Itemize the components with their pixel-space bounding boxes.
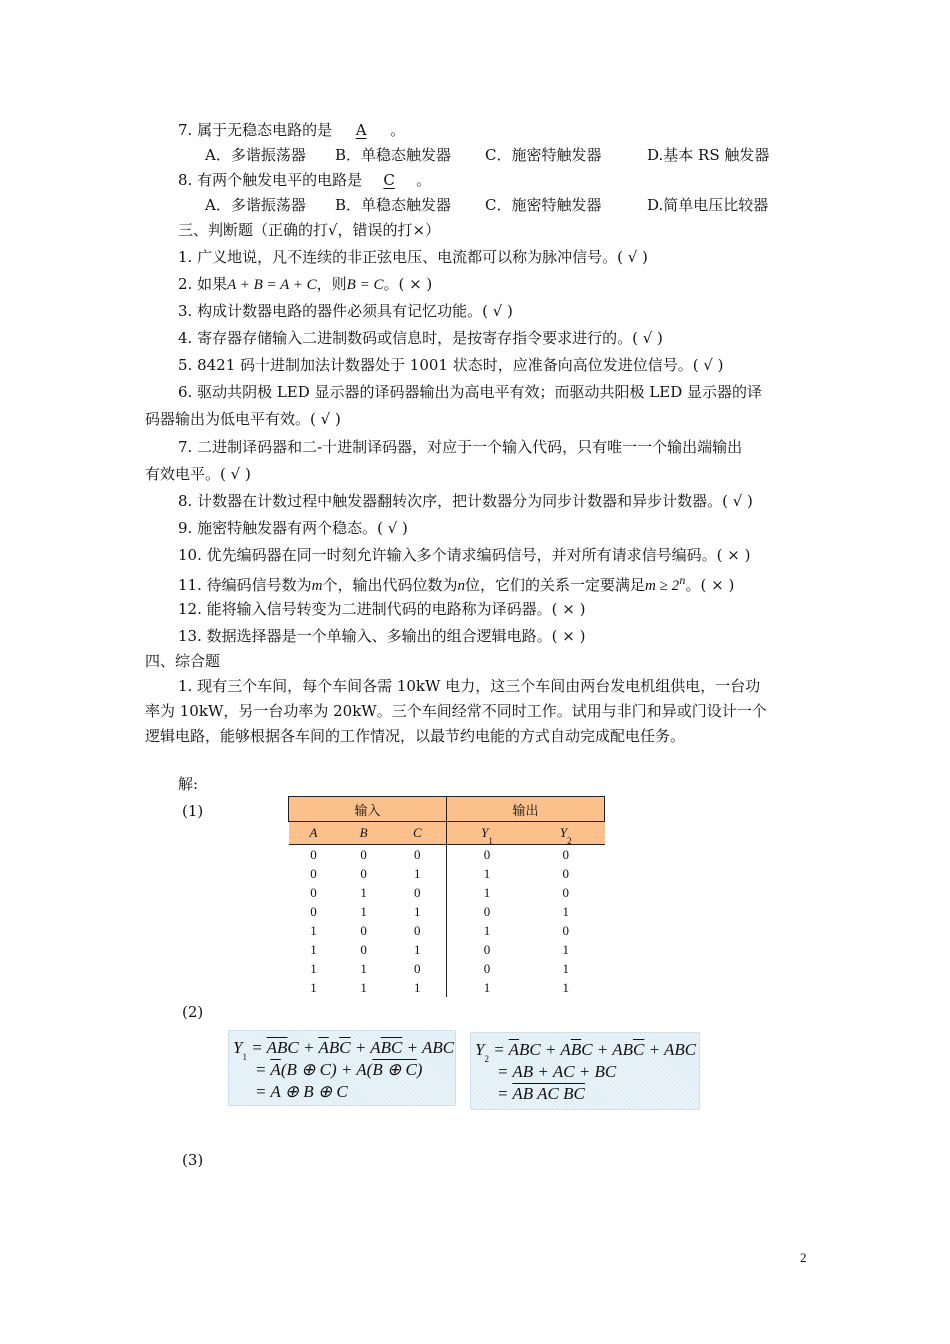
table-cell: 1 <box>360 903 367 919</box>
mc-7-options: A．多谐振荡器 B．单稳态触发器 C．施密特触发器 D.基本 RS 触发器 <box>205 146 770 164</box>
tf-item: 1. 广义地说，凡不连续的非正弦电压、电流都可以称为脉冲信号。( √ ) <box>178 248 648 266</box>
group-header-in: 输入 <box>289 797 447 822</box>
table-cell: 0 <box>389 959 447 978</box>
table-cell: 1 <box>389 902 447 921</box>
tf-item: 7. 二进制译码器和二-十进制译码器，对应于一个输入代码，只有唯一一个输出端输出 <box>178 438 743 456</box>
table-cell: 0 <box>310 846 317 862</box>
comp-line: 率为 10kW，另一台功率为 20kW。三个车间经常不同时工作。试用与非门和异或门设计一个 <box>145 702 767 720</box>
table-cell: 0 <box>483 903 491 919</box>
col-header: A <box>289 822 339 845</box>
tf-item: 10. 优先编码器在同一时刻允许输入多个请求编码信号，并对所有请求信号编码。( × ) <box>178 546 751 564</box>
table-cell: 1 <box>360 960 367 976</box>
col-header: B <box>339 822 389 845</box>
table-cell: 0 <box>483 941 491 957</box>
table-row <box>289 959 605 978</box>
page-number: 2 <box>800 1250 807 1265</box>
table-cell: 0 <box>310 884 317 900</box>
table-cell: 0 <box>562 884 570 900</box>
table-cell: 1 <box>562 979 570 995</box>
equation-line: $Y_1 = \overline{A}\overline{B}C + \overline{A}B\overline{C} + A\overline{BC}$ + ABC <box>233 1038 455 1062</box>
group-header-out: 输出 <box>446 797 604 822</box>
section-heading-tf: 三、判断题（正确的打√，错误的打×） <box>178 221 441 239</box>
table-cell: 1 <box>310 960 317 976</box>
mc-8-options: A．多谐振荡器 B．单稳态触发器 C．施密特触发器 D.简单电压比较器 <box>205 196 769 214</box>
equation-line: $Y_2 = \overline{A}BC + A\overline{B}C + AB\overline{C}$ + ABC <box>475 1040 697 1064</box>
comp-line: 逻辑电路，能够根据各车间的工作情况，以最节约电能的方式自动完成配电任务。 <box>145 727 686 745</box>
table-cell: 0 <box>483 846 491 862</box>
table-cell: 1 <box>483 922 491 938</box>
col-header: $Y_1$ <box>446 822 527 845</box>
table-cell: 1 <box>389 940 447 959</box>
table-row <box>289 978 605 997</box>
table-cell: 0 <box>562 922 570 938</box>
table-cell: 1 <box>310 922 317 938</box>
section-heading-comp: 四、综合题 <box>145 652 221 670</box>
table-row <box>289 845 605 865</box>
table-cell: 1 <box>389 978 447 997</box>
table-cell: 0 <box>360 865 367 881</box>
solution-label: 解: <box>178 775 199 793</box>
table-cell: 0 <box>389 883 447 902</box>
table-cell: 0 <box>360 941 367 957</box>
table-row <box>289 864 605 883</box>
table-cell: 1 <box>483 979 491 995</box>
tf-item: 2. 如果A + B = A + C，则B = C。( × ) <box>178 275 433 293</box>
table-cell: 1 <box>562 960 570 976</box>
tf-item: 6. 驱动共阴极 LED 显示器的译码器输出为高电平有效；而驱动共阳极 LED 显示器的译 <box>178 383 763 401</box>
table-row <box>289 883 605 902</box>
tf-item: 5. 8421 码十进制加法计数器处于 1001 状态时，应准备向高位发进位信号。( √ ) <box>178 356 724 374</box>
table-row <box>289 940 605 959</box>
equation-line: = AB AC BC <box>497 1084 585 1103</box>
tf-item-cont: 码器输出为低电平有效。( √ ) <box>145 410 341 428</box>
table-cell: 1 <box>310 979 317 995</box>
tf-item: 3. 构成计数器电路的器件必须具有记忆功能。( √ ) <box>178 302 513 320</box>
mc-7: 7. 属于无稳态电路的是 A 。 <box>178 121 406 139</box>
answer-blank: C <box>383 171 395 189</box>
tf-item-cont: 有效电平。( √ ) <box>145 465 251 483</box>
equation-line: = A ⊕ B ⊕ C <box>255 1082 348 1101</box>
equation-box-y2 <box>470 1032 700 1110</box>
table-cell: 1 <box>483 884 491 900</box>
part-label: (2) <box>182 1003 204 1021</box>
table-cell: 1 <box>360 979 367 995</box>
part-label: (1) <box>182 802 204 820</box>
table-row <box>289 921 605 940</box>
table-cell: 0 <box>360 846 367 862</box>
tf-item: 4. 寄存器存储输入二进制数码或信息时，是按寄存指令要求进行的。( √ ) <box>178 329 663 347</box>
tf-item: 13. 数据选择器是一个单输入、多输出的组合逻辑电路。( × ) <box>178 627 586 645</box>
tf-item: 8. 计数器在计数过程中触发器翻转次序，把计数器分为同步计数器和异步计数器。( √ ) <box>178 492 753 510</box>
table-cell: 0 <box>562 865 570 881</box>
table-cell: 1 <box>562 941 570 957</box>
table-cell: 0 <box>389 921 447 940</box>
tf-item: 9. 施密特触发器有两个稳态。( √ ) <box>178 519 408 537</box>
truth-table <box>288 796 605 997</box>
table-cell: 1 <box>389 864 447 883</box>
comp-line: 1. 现有三个车间，每个车间各需 10kW 电力，这三个车间由两台发电机组供电，一台功 <box>178 677 761 695</box>
table-cell: 0 <box>310 903 317 919</box>
equation-line: = AB + AC + BC <box>497 1062 617 1081</box>
tf-item: 12. 能将输入信号转变为二进制代码的电路称为译码器。( × ) <box>178 600 586 618</box>
table-cell: 0 <box>310 865 317 881</box>
col-header: $Y_2$ <box>527 822 604 845</box>
table-cell: 0 <box>389 845 447 865</box>
equation-line: = $\overline{A}(B$ ⊕ C) + A(B ⊕ C) <box>255 1060 423 1079</box>
tf-item: 11. 待编码信号数为m个，输出代码位数为n位，它们的关系一定要满足$m \ge 2^n$。( × ) <box>178 576 735 594</box>
table-cell: 0 <box>562 846 570 862</box>
table-cell: 1 <box>360 884 367 900</box>
table-cell: 0 <box>483 960 491 976</box>
equation-box-y1 <box>228 1030 456 1106</box>
table-cell: 0 <box>360 922 367 938</box>
table-cell: 1 <box>483 865 491 881</box>
table-row <box>289 902 605 921</box>
table-cell: 1 <box>310 941 317 957</box>
col-header: C <box>389 822 447 845</box>
table-cell: 1 <box>562 903 570 919</box>
answer-blank: A <box>355 121 367 139</box>
mc-8: 8. 有两个触发电平的电路是 C 。 <box>178 171 432 189</box>
part-label: (3) <box>182 1151 204 1169</box>
